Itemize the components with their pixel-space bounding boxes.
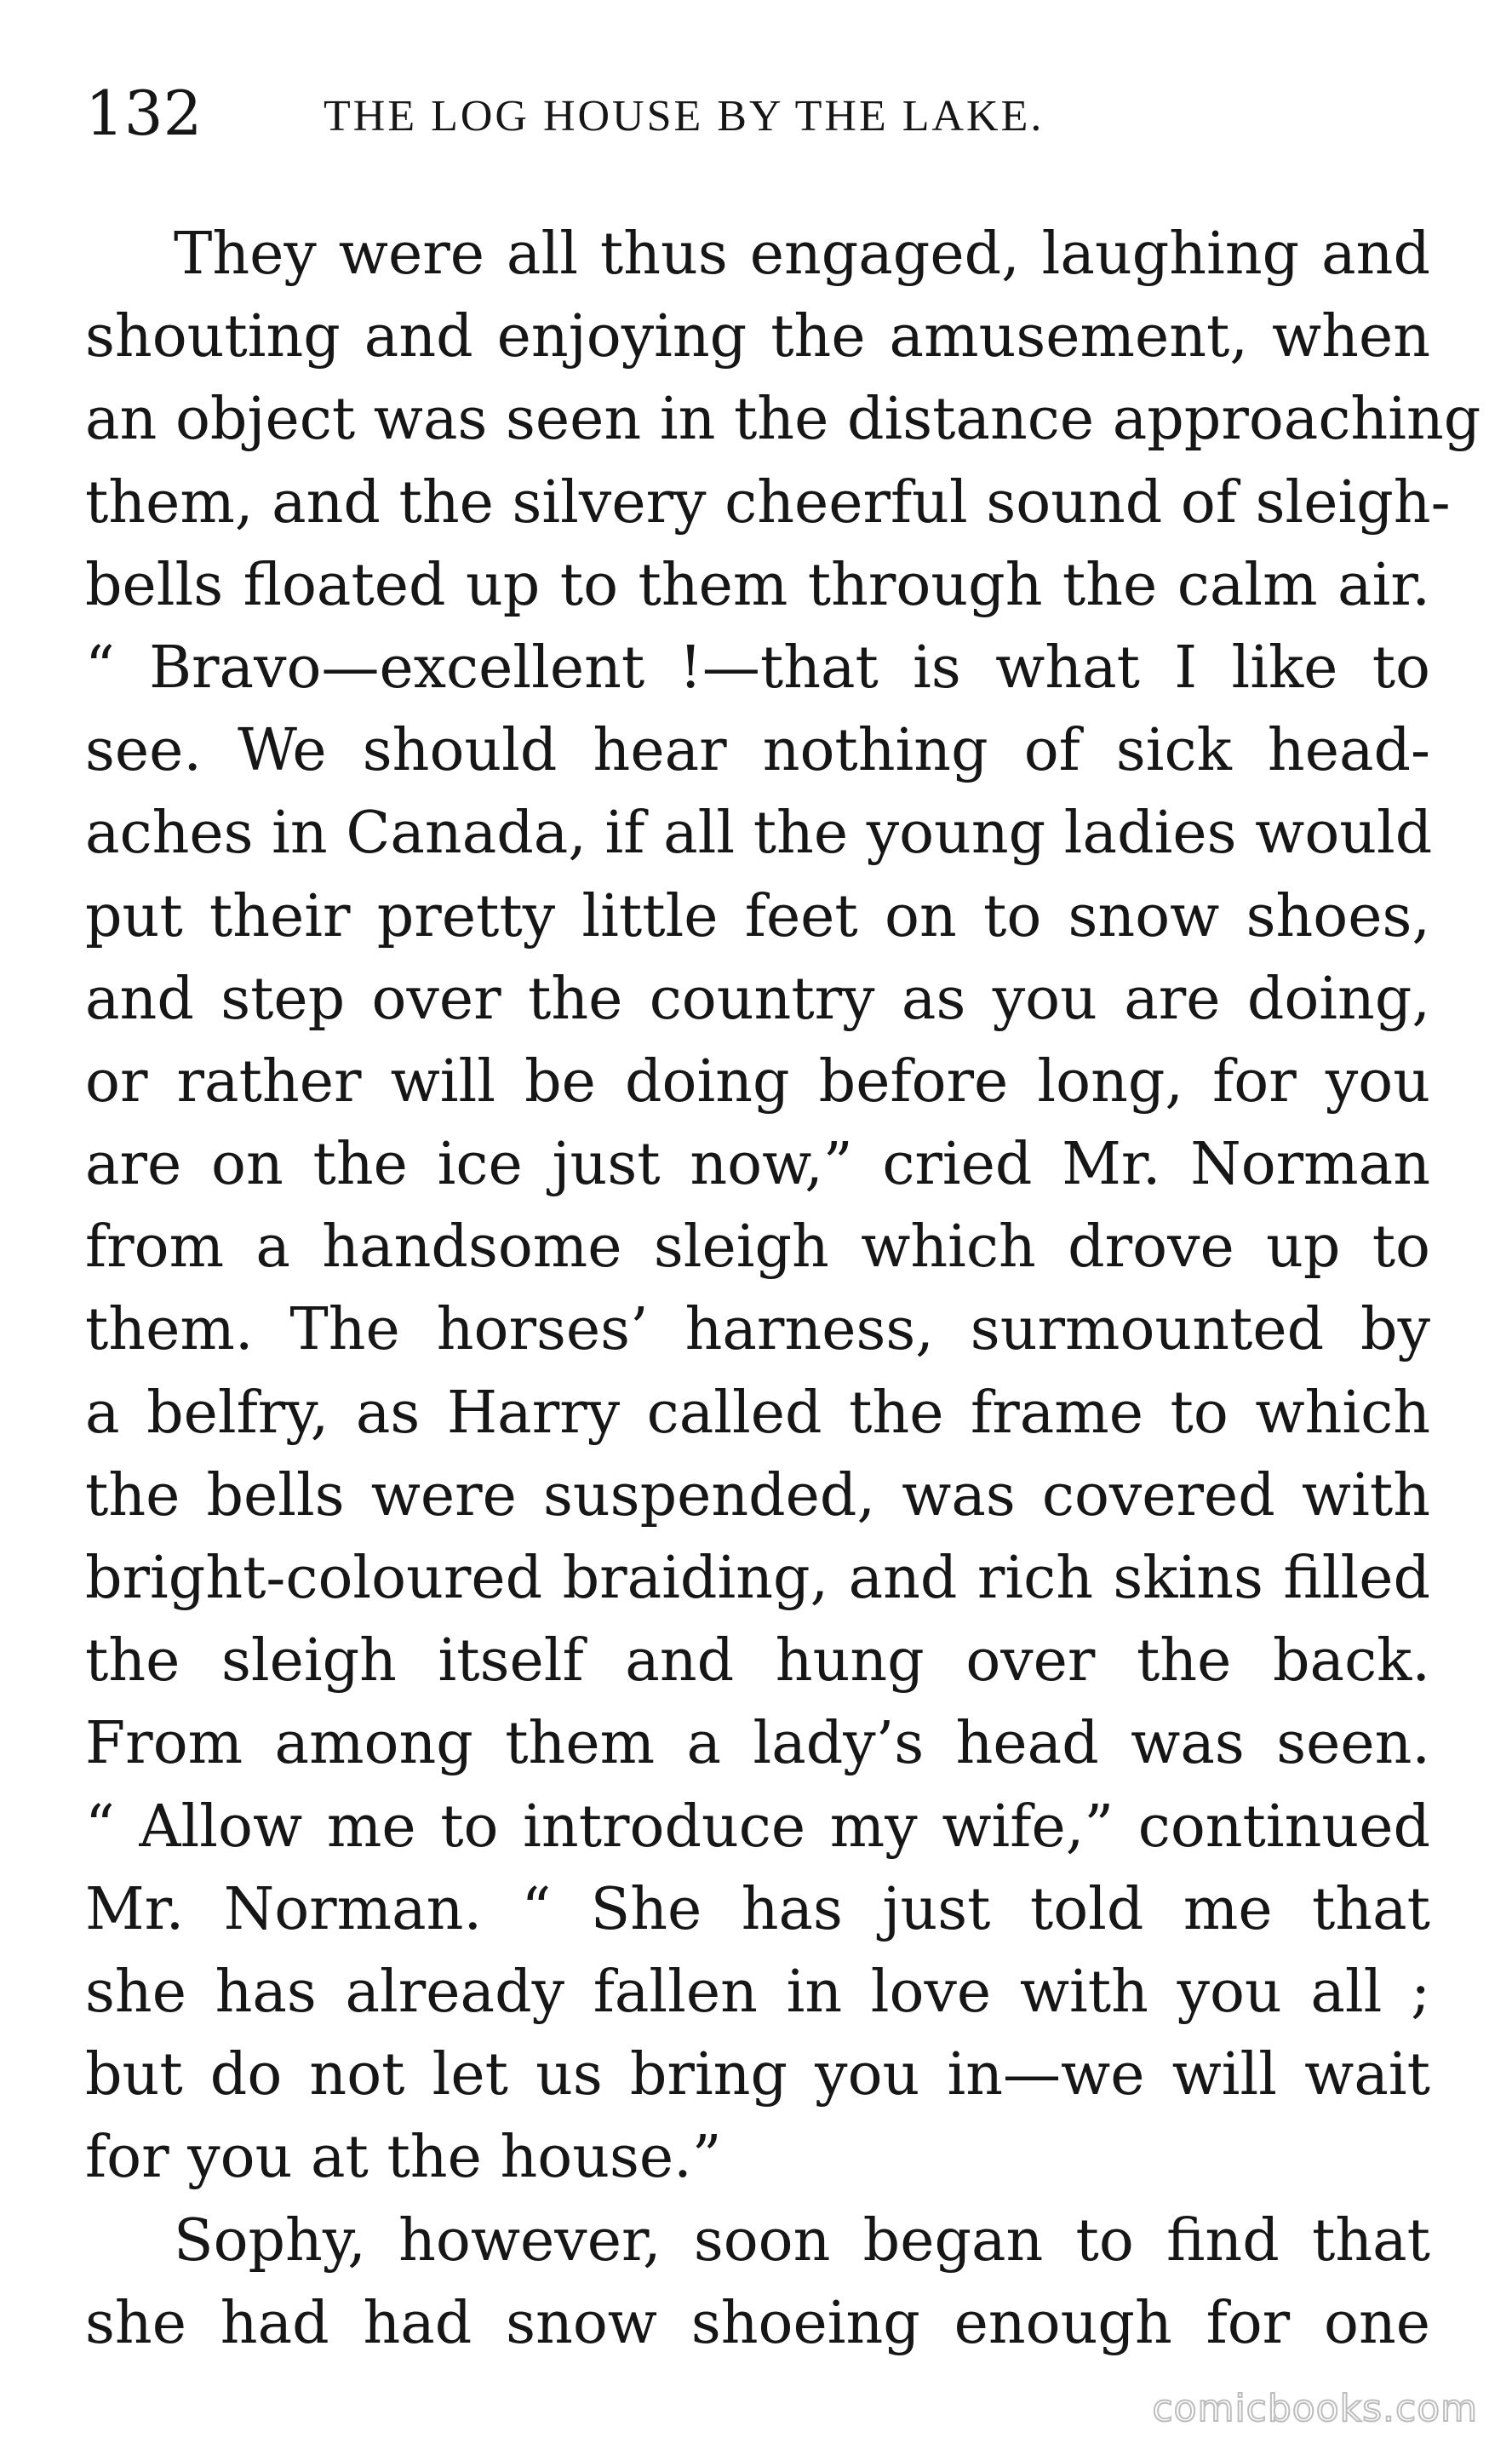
- text-line: “ Allow me to introduce my wife,” continued: [85, 1793, 1430, 1861]
- text-line: Mr. Norman. “ She has just told me that: [85, 1875, 1430, 1943]
- page-number: 132: [85, 77, 203, 149]
- text-line: from a handsome sleigh which drove up to: [85, 1213, 1430, 1282]
- body-text: [85, 213, 1481, 2365]
- text-line: bright-coloured braiding, and rich skins filled: [85, 1545, 1430, 1612]
- text-line: see. We should hear nothing of sick head-: [85, 717, 1430, 785]
- text-line: them, and the silvery cheerful sound of sleigh-: [85, 468, 1451, 536]
- text-line: and step over the country as you are doing,: [85, 965, 1430, 1033]
- text-line: Sophy, however, soon began to find that: [174, 2206, 1430, 2275]
- text-line: but do not let us bring you in—we will wait: [85, 2041, 1430, 2109]
- text-line: “ Bravo—excellent !—that is what I like to: [85, 634, 1430, 702]
- text-line: an object was seen in the distance approaching: [85, 386, 1481, 454]
- watermark: comicbooks.com: [1152, 2387, 1478, 2430]
- page-header: [85, 75, 1430, 152]
- text-line: them. The horses’ harness, surmounted by: [85, 1296, 1430, 1364]
- text-line: They were all thus engaged, laughing and: [174, 221, 1430, 288]
- text-line: are on the ice just now,” cried Mr. Norman: [85, 1131, 1430, 1199]
- running-title: THE LOG HOUSE BY THE LAKE.: [324, 92, 1045, 141]
- text-line: put their pretty little feet on to snow shoes,: [85, 882, 1430, 950]
- text-line: she had had snow shoeing enough for one: [85, 2289, 1430, 2357]
- text-line: shouting and enjoying the amusement, when: [85, 303, 1430, 371]
- text-line: she has already fallen in love with you all ;: [85, 1958, 1430, 2026]
- text-line: the bells were suspended, was covered with: [85, 1461, 1430, 1529]
- text-line: a belfry, as Harry called the frame to which: [85, 1379, 1430, 1447]
- text-line: From among them a lady’s head was seen.: [85, 1710, 1430, 1778]
- text-line: aches in Canada, if all the young ladies would: [85, 800, 1433, 868]
- text-line: the sleigh itself and hung over the back.: [85, 1627, 1430, 1695]
- text-line: bells floated up to them through the calm air.: [85, 551, 1430, 619]
- text-line: for you at the house.”: [85, 2124, 722, 2192]
- text-line: or rather will be doing before long, for you: [85, 1047, 1430, 1116]
